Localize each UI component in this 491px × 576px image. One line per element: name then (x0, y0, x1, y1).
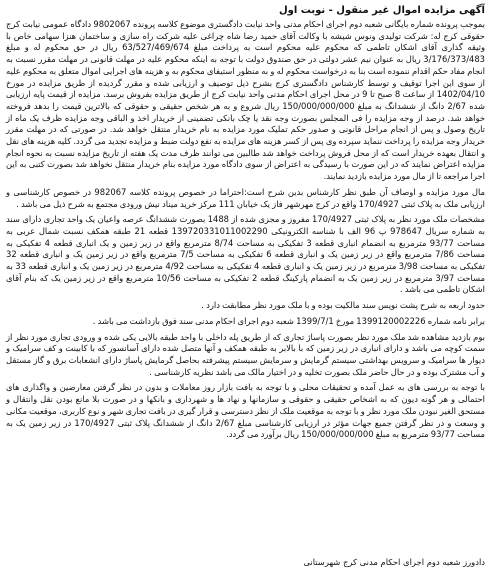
notice-title: آگهی مزایده اموال غیر منقول - نوبت اول (279, 5, 485, 16)
notice-paragraph-property: مال مورد مزایده و اوصاف آن طبق نظر کارشناس بدین شرح است:احتراما در خصوص پرونده کلاسه 982067 در خصوص کارشناسی و ارزیابی ملک به پلاک ثبتی 170/4927 واقع در کرج مهرشهر فاز یک خیابان 111 مرکز خرید میناد نیش ورودی مجتمع به شرح ذیل می باشد . (6, 186, 485, 209)
notice-paragraph-intro: بموجب پرونده شماره بایگانی شعبه دوم اجرای احکام مدنی واحد نیابت دادگستری موضوع کلاسه پرونده 9802067 دادگاه عمومی نیابت کرج حقوقی کرج له: شرکت تولیدی ونوس شیشه با وکالت آقای حمید رضا شاه چراغی علیه شرکت راه سازی و ساختمان هنزا سهامی خاص با وثیقه گذاری آقای اشکان تاطمی که محکوم علیه محکوم است به پرداخت مبلغ 63/527/469/674 ریال در حق محکوم له و مبلغ 3/176/373/483 ریال به عنوان نیم عشر دولتی در حق صندوق دولت با توجه به اینکه محکوم علیه در مهلت قانونی در مهلت مقرر نسبت به انجام مفاد حکم اقدام ننموده است بنا به درخواست محکوم له و به منظور استیفای محکوم به و هزینه های اجرایی اموال متعلق به محکوم علیه از سوی این اجرا توقیف و توسط کارشناس دادگستری کرج بشرح ذیل توصیف و ارزیابی شده و مقرر گردیده از طریق مزایده در مورخ 1402/04/10 از ساعت 8 صبح تا 9 در محل اجرای احکام مدنی واحد نیابت کرج از طریق مزایده بفروش برسد. مزایده از قیمت پایه ارزیابی شده 2/67 دانگ از ششدانگ به مبلغ 150/000/000/000 ریال شروع و به هر شخص حقیقی و حقوقی که بالاترین قیمت را بدهد فروخته خواهد شد. درصد از وجه مزایده را فی المجلس بصورت وجه نقد یا چک بانکی تضمینی از خریدار اخذ و الباقی وجه مزایده ظرف یک ماه از تاریخ وصول و پس از انجام مراحل قانونی و صدور حکم تملیک مورد مزایده به نام خریدار منتقل خواهد شد. در صورتی که در مهلت مقرر خریدار وجه مزایده را پرداخت ننماید سپرده وی پس از کسر هزینه های مزایده به نفع دولت ضبط و مزایده تجدید می گردد. کلیه هزینه های نقل و انتقال بعهده خریدار است که از محل فروش پرداخت خواهد شد طالبین می توانند ظرف مدت یک هفته از تاریخ مزایده نسبت به نحوه انجام مزایده اعتراض نمایند که در این صورت با رسیدگی به اعتراض از سوی دادگاه مورد مزایده بنام خریدار منتقل نخواهد شد بصورت کتبی به این اجرا مراجعه تا از مال مورد مزایده بازدید نمایند. (6, 19, 485, 182)
notice-paragraph-seizure: برابر نامه شماره 1399120002226 مورخ 1399/7/1 شعبه دوم اجرای احکام مدنی سند فوق بازداشت می باشد . (92, 315, 485, 326)
notice-paragraph-inspection: بوم بازدید مشاهده شد ملک مورد نظر بصورت پاساژ تجاری که از طریق پله داخلی با واحد طبقه بالایی یکی شده و ورودی تجاری مورد نظر از سمت کوچه می باشد و دارای انباری در زیر زمین که با بالابر به طبقه همکف و آنها متصل شده دارای آسانسور که با کابینت و کف سرامیک و دیوار ها سرامیک و سرویس بهداشتی سیستم گرمایش و سرمایش سیستم پیشرفته بحاصل گرمایش پاساژ دارای انشعابات برق و گاز مستقل و آب مشترک بوده و در حال حاضر ملک بصورت تخلیه و در اختیار مالک می باشد نظریه کارشناسی . (6, 331, 485, 377)
notice-paragraph-specifications: مشخصات ملک مورد نظر به پلاک ثبتی 170/4927 مفروز و مجزی شده از 1488 بصورت ششدانگ عرصه واعیان یک واحد تجاری دارای سند به شماره سریال 978647 پ 96 الف با شناسه الکترونیکی 139720331011002290 قطعه 21 طبقه همکف نسبت شمال عربی به مساحت 93/77 مترمربع به انضمام انباری قطعه 3 تفکیکی به مساحت 8/74 مترمربع واقع در زیر زمین و یک انباری قطعه 4 تفکیکی به مساحت 7/86 مترمربع واقع در زیر زمین یک و انباری قطعه 6 تفکیکی به مساحت 7/5 مترمربع واقع در زیر زمین یک و انباری قطعه 32 تفکیکی به مساحت 3/98 مترمربع در زیر زمین یک و انباری قطعه 4 تفکیکی به مساحت 4/92 مترمربع در زیر زمین یک و انباری قطعه 33 به مساحت 3/97 مترمربع در زیر زمین یک به انضمام پارکینگ قطعه 2 تفکیکی به مساحت 10/56 مترمربع واقع در زیر زمین یک که بنام آقای اشکان تاطمی می باشد . (6, 214, 486, 295)
notice-paragraph-valuation: با توجه به بررسی های به عمل آمده و تحقیقات محلی و با توجه به بافت بازار روز معاملات و بدون در نظر گرفتن معارضین و واگذاری های احتمالی و هر گونه دیون که به اشخاص حقیقی و حقوقی و سازمانها و نهاد ها و شهرداری و بانکها و در صورت بلا مانع بودن نقل وانتقال و مستحق الغیر نبودن ملک مورد نظر و با توجه به موقعیت ملک از نظر دسترسی و قرار گیری در بافت تجاری شهر و نوع کاربری، موقعیت مکانی و وسعت و در نظر گرفتن جمیع جهات مؤثر در ارزیابی کارشناسی مبلغ 2/67 دانگ از ششدانگ پلاک ثبتی 170/4927 در زیر زمین یک به مساحت 93/77 مترمربع به مبلغ 150/000/000/000 ریال برآورد می گردد. (6, 382, 485, 440)
notice-signature: دادورز شعبه دوم اجرای احکام مدنی کرج شهرستانی (303, 557, 485, 567)
notice-paragraph-boundaries: حدود اربعه به شرح پشت نویس سند مالکیت بوده و با ملک مورد نظر مطابقت دارد . (201, 300, 485, 311)
